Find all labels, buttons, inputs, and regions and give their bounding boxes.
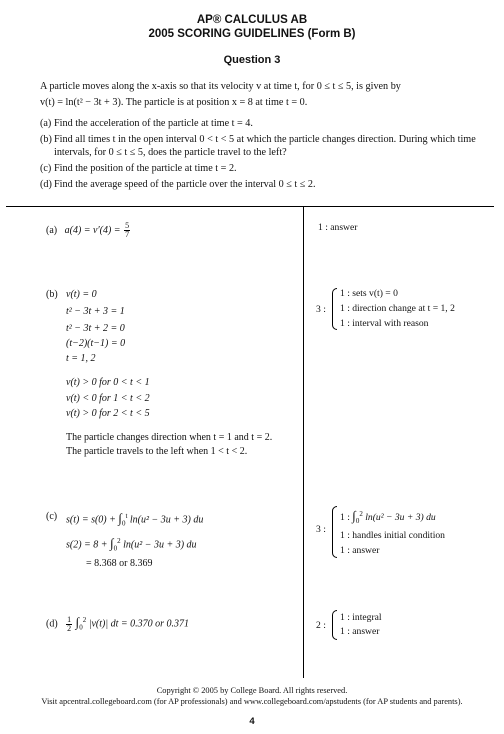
rubric-d-brace [332, 610, 337, 640]
solution-b-line: t² − 3t + 3 = 1 [66, 306, 125, 317]
solution-c-lhs: s(2) = 8 + [66, 539, 108, 551]
document-subtitle: 2005 SCORING GUIDELINES (Form B) [148, 28, 356, 40]
part-label: (c) [40, 163, 52, 174]
part-label: (b) [40, 134, 52, 145]
integral-icon: ∫ [110, 535, 114, 551]
solution-a [46, 222, 131, 239]
integral-lower: 0 [121, 519, 126, 528]
solution-b-sign: v(t) > 0 for 0 < t < 1 [66, 377, 150, 388]
part-text: Find the average speed of the particle over the interval 0 ≤ t ≤ 2. [54, 179, 316, 190]
solution-a-lhs: a(4) = v′(4) = [64, 224, 121, 236]
fraction-denominator: 2 [67, 623, 72, 633]
solution-c-label: (c) [46, 511, 58, 522]
rubric-b-item: 1 : direction change at t = 1, 2 [340, 303, 455, 314]
footer-visit: Visit apcentral.collegeboard.com (for AP professionals) and www.collegeboard.com/apstudents (for AP students and parents). [41, 697, 463, 706]
solution-d-body: |v(t)| dt = 0.370 or 0.371 [88, 618, 190, 630]
rubric-b-item: 1 : interval with reason [340, 318, 429, 329]
rubric-a: 1 : answer [318, 222, 358, 233]
rubric-d-points: 2 : [316, 620, 326, 631]
solution-c-integrand: ln(u² − 3u + 3) du [129, 514, 204, 526]
integral-upper: 2 [82, 616, 87, 624]
part-text: Find the acceleration of the particle at time t = 4. [54, 118, 253, 129]
rubric-c-points: 3 : [316, 524, 326, 535]
solution-b-conclusion: The particle changes direction when t = 1 and t = 2. [66, 432, 273, 443]
fraction [124, 222, 130, 239]
rubric-b-brace [332, 288, 337, 330]
rubric-c-brace [332, 506, 337, 558]
solution-b-line: (t−2)(t−1) = 0 [66, 338, 126, 349]
solution-d [46, 614, 189, 634]
solution-b-sign: v(t) < 0 for 1 < t < 2 [66, 393, 150, 404]
document-title: AP® CALCULUS AB [196, 14, 308, 26]
solution-b-conclusion: The particle travels to the left when 1 < t < 2. [66, 446, 248, 457]
fraction-denominator: 7 [125, 230, 130, 239]
table-top-rule [6, 206, 494, 207]
rubric-c-item [340, 508, 436, 528]
solution-b-line: v(t) = 0 [66, 289, 97, 300]
solution-c-line-1 [66, 510, 203, 530]
integral-icon: ∫ [75, 614, 80, 630]
solution-b-sign: v(t) > 0 for 2 < t < 5 [66, 408, 150, 419]
integral-lower: 0 [79, 623, 83, 632]
solution-label: (a) [46, 224, 58, 236]
part-text: Find the position of the particle at time t = 2. [54, 163, 237, 174]
integral-lower: 0 [113, 544, 118, 553]
integral-upper: 2 [359, 510, 363, 518]
integral-lower: 0 [355, 517, 360, 526]
solution-label: (d) [46, 618, 58, 630]
question-heading: Question 3 [223, 54, 281, 66]
rubric-d-item: 1 : answer [340, 626, 380, 637]
rubric-c-integrand: ln(u² − 3u + 3) du [365, 512, 436, 524]
part-text: Find all times t in the open interval 0 < t < 5 at which the particle changes direction. During which time intervals, for 0 ≤ t ≤ 5, does the particle travel to the left? [54, 134, 476, 158]
integral-icon: ∫ [352, 508, 356, 524]
solution-c-integrand: ln(u² − 3u + 3) du [123, 539, 197, 551]
solution-b-line: t² − 3t + 2 = 0 [66, 323, 125, 334]
rubric-b-points: 3 : [316, 304, 326, 315]
solution-c-result: = 8.368 or 8.369 [86, 558, 153, 569]
prompt-line-1: A particle moves along the x-axis so that its velocity v at time t, for 0 ≤ t ≤ 5, is given by [40, 81, 401, 92]
integral-icon: ∫ [118, 510, 122, 526]
rubric-c-item-prefix: 1 : [340, 512, 350, 524]
part-label: (d) [40, 179, 52, 190]
rubric-c-item: 1 : answer [340, 545, 380, 556]
rubric-b-item: 1 : sets v(t) = 0 [340, 288, 398, 299]
part-label: (a) [40, 118, 52, 129]
rubric-c-item: 1 : handles initial condition [340, 530, 445, 541]
fraction-numerator: 5 [125, 221, 130, 230]
footer-copyright: Copyright © 2005 by College Board. All rights reserved. [156, 686, 348, 695]
solution-b-label: (b) [46, 289, 58, 300]
page-number: 4 [249, 716, 255, 727]
integral-upper: 2 [117, 537, 121, 545]
solution-b-line: t = 1, 2 [66, 353, 96, 364]
fraction [66, 616, 72, 633]
fraction-numerator: 1 [67, 614, 72, 624]
prompt-line-2: v(t) = ln(t² − 3t + 3). The particle is at position x = 8 at time t = 0. [40, 97, 308, 108]
solution-c-line-2 [66, 535, 197, 555]
integral-upper: t [125, 512, 128, 520]
column-divider [303, 206, 304, 678]
rubric-d-item: 1 : integral [340, 612, 382, 623]
solution-c-lhs: s(t) = s(0) + [66, 514, 116, 526]
